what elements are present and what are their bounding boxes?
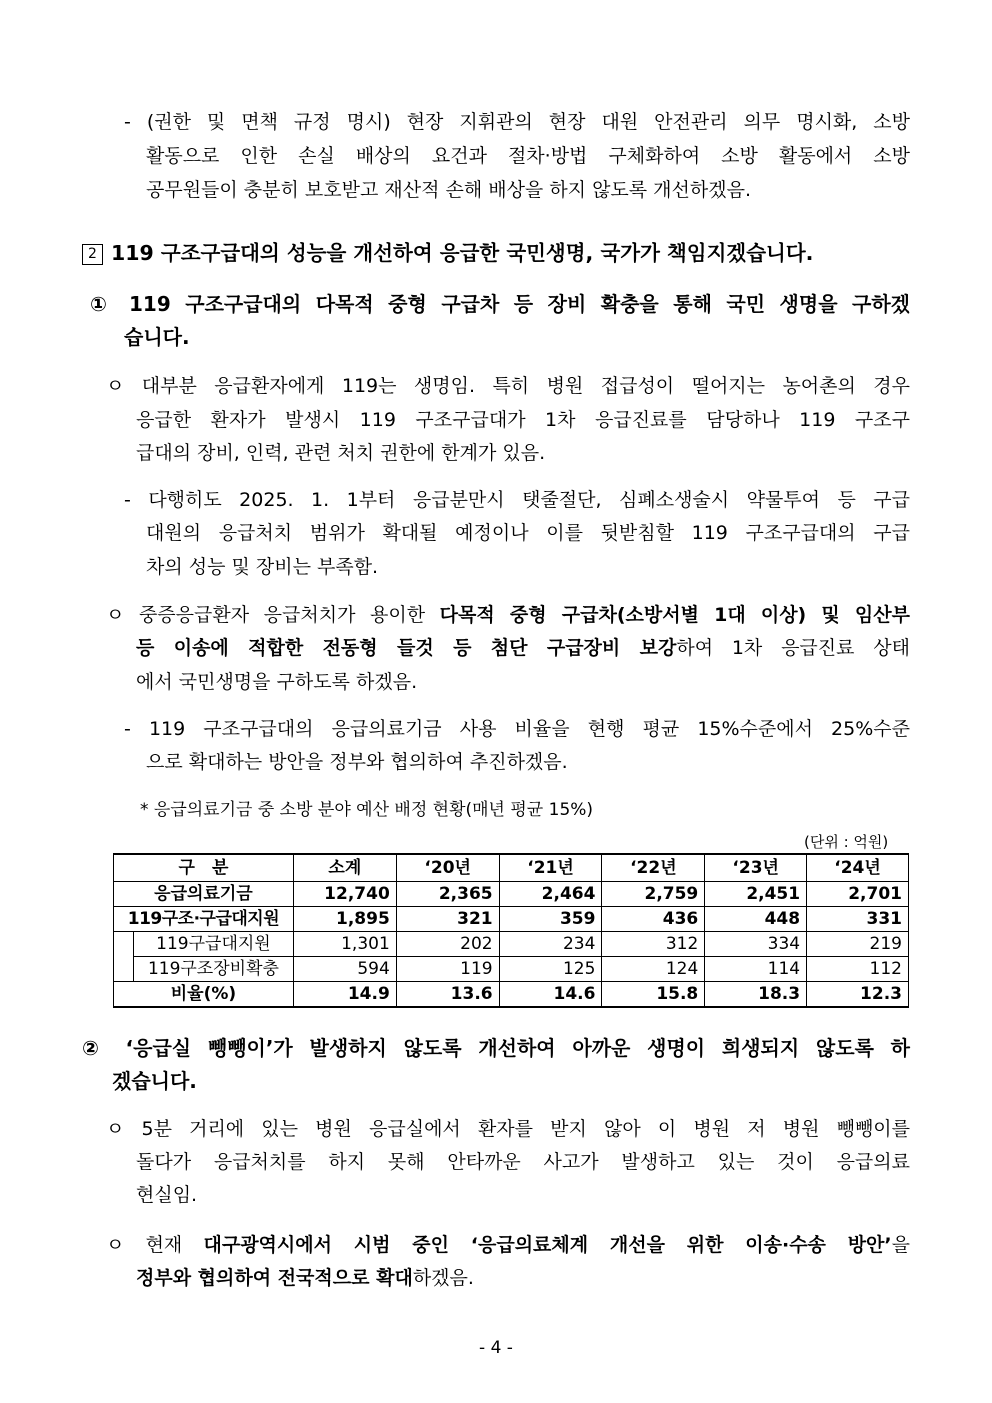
- table-cell: 2,365: [396, 882, 499, 907]
- table-cell: 12.3: [807, 982, 909, 1008]
- table-cell: 594: [293, 957, 396, 982]
- table-row: [114, 907, 909, 932]
- table-cell: 1,895: [293, 907, 396, 932]
- header-category: 구 분: [114, 854, 294, 882]
- intro-dash-line-3: 공무원들이 충분히 보호받고 재산적 손해 배상을 하지 않도록 개선하겠음.: [146, 179, 751, 201]
- table-cell: 1,301: [293, 932, 396, 957]
- table-cell: 436: [602, 907, 705, 932]
- subheading-1-line-2: 습니다.: [124, 325, 190, 349]
- table-cell: 312: [602, 932, 705, 957]
- header-year: ‘22년: [602, 854, 705, 882]
- dash-1-line-2: 대원의 응급처치 범위가 확대될 예정이나 이를 뒷받침할 119 구조구급대의 구급: [146, 522, 910, 544]
- table-cell: 12,740: [293, 882, 396, 907]
- bullet-2-text: ㅇ 중증응급환자 응급처치가 용이한: [106, 604, 440, 626]
- row-label: 119구급대지원: [133, 932, 293, 957]
- subheading-1-line-1: ① 119 구조구급대의 다목적 중형 구급차 등 장비 확충을 통해 국민 생명을 구하겠: [90, 292, 910, 316]
- header-year: ‘20년: [396, 854, 499, 882]
- table-cell: 2,464: [499, 882, 602, 907]
- table-cell: 114: [705, 957, 807, 982]
- table-row: [114, 982, 909, 1008]
- table-cell: 15.8: [602, 982, 705, 1008]
- unit-label: (단위 : 억원): [804, 833, 889, 851]
- table-cell: 125: [499, 957, 602, 982]
- row-label: 비율(%): [114, 982, 294, 1008]
- dash-2-line-1: - 119 구조구급대의 응급의료기금 사용 비율을 현행 평균 15%수준에서 25%수준: [124, 718, 910, 740]
- row-label: 119구조·구급대지원: [114, 907, 294, 932]
- bullet-4-line-2: [136, 1266, 474, 1290]
- intro-dash-line-2: 활동으로 인한 손실 배상의 요건과 절차·방법 구체화하여 소방 활동에서 소방: [146, 145, 910, 167]
- bullet-3-line-1: ㅇ 5분 거리에 있는 병원 응급실에서 환자를 받지 않아 이 병원 저 병원 뺑뺑이를: [106, 1118, 910, 1140]
- table-cell: 219: [807, 932, 909, 957]
- table-cell: 321: [396, 907, 499, 932]
- table-cell: 448: [705, 907, 807, 932]
- section-2-title: 119 구조구급대의 성능을 개선하여 응급한 국민생명, 국가가 책임지겠습니다.: [111, 241, 814, 265]
- table-row: [114, 957, 909, 982]
- bullet-4-text-2: 하겠음.: [412, 1267, 474, 1289]
- table-cell: 2,451: [705, 882, 807, 907]
- table-cell: 202: [396, 932, 499, 957]
- bullet-2-text-2: 하여 1차 응급진료 상태: [676, 637, 910, 659]
- dash-2-line-2: 으로 확대하는 방안을 정부와 협의하여 추진하겠음.: [146, 751, 568, 773]
- budget-table: [113, 853, 909, 1008]
- subheading-2-line-1: ② ‘응급실 뺑뺑이’가 발생하지 않도록 개선하여 아까운 생명이 희생되지 않도록 하: [82, 1036, 910, 1060]
- table-cell: 2,759: [602, 882, 705, 907]
- table-cell: 334: [705, 932, 807, 957]
- bullet-3-line-2: 돌다가 응급처치를 하지 못해 안타까운 사고가 발생하고 있는 것이 응급의료: [136, 1151, 910, 1173]
- table-header-row: [114, 854, 909, 882]
- bullet-1-line-2: 응급한 환자가 발생시 119 구조구급대가 1차 응급진료를 담당하나 119 구조구: [136, 409, 910, 431]
- header-year: ‘21년: [499, 854, 602, 882]
- table-cell: 14.9: [293, 982, 396, 1008]
- bullet-2-line-2: [136, 636, 910, 660]
- bullet-1-line-3: 급대의 장비, 인력, 관련 처치 권한에 한계가 있음.: [136, 442, 546, 464]
- table-cell: 2,701: [807, 882, 909, 907]
- table-cell: 14.6: [499, 982, 602, 1008]
- header-subtotal: 소계: [293, 854, 396, 882]
- table-cell: 119: [396, 957, 499, 982]
- bullet-2-line-1: [106, 603, 910, 627]
- intro-dash-line-1: - (권한 및 면책 규정 명시) 현장 지휘관의 현장 대원 안전관리 의무 명시화, 소방: [124, 111, 910, 133]
- bullet-2-bold: 다목적 중형 구급차(소방서별 1대 이상) 및 임산부: [439, 604, 910, 626]
- table-cell: 124: [602, 957, 705, 982]
- table-cell: 234: [499, 932, 602, 957]
- bullet-4-bold-2: 정부와 협의하여 전국적으로 확대: [136, 1267, 413, 1289]
- table-row: [114, 932, 909, 957]
- bullet-2-bold-2: 등 이송에 적합한 전동형 들것 등 첨단 구급장비 보강: [136, 637, 677, 659]
- subheading-2-line-2: 겠습니다.: [112, 1069, 197, 1093]
- bullet-4-line-1: [106, 1233, 910, 1257]
- bullet-3-line-3: 현실임.: [136, 1184, 198, 1206]
- bullet-4-text: ㅇ 현재: [106, 1234, 204, 1256]
- bullet-1-line-1: ㅇ 대부분 응급환자에게 119는 생명임. 특히 병원 접급성이 떨어지는 농어촌의 경우: [106, 375, 910, 397]
- table-cell: 359: [499, 907, 602, 932]
- header-year: ‘24년: [807, 854, 909, 882]
- dash-1-line-1: - 다행히도 2025. 1. 1부터 응급분만시 탯줄절단, 심폐소생술시 약물투여 등 구급: [124, 489, 910, 511]
- section-number-box: 2: [82, 244, 103, 265]
- dash-1-line-3: 차의 성능 및 장비는 부족함.: [146, 556, 379, 578]
- table-cell: 13.6: [396, 982, 499, 1008]
- bullet-4-text-end: 을: [891, 1234, 910, 1256]
- section-2-heading: [82, 241, 813, 265]
- page-number: - 4 -: [479, 1338, 513, 1358]
- table-cell: 331: [807, 907, 909, 932]
- table-cell: 18.3: [705, 982, 807, 1008]
- bullet-4-bold: 대구광역시에서 시범 중인 ‘응급의료체계 개선을 위한 이송·수송 방안’: [203, 1234, 892, 1256]
- table-cell: 112: [807, 957, 909, 982]
- budget-note: * 응급의료기금 중 소방 분야 예산 배정 현황(매년 평균 15%): [140, 800, 594, 820]
- row-label: 119구조장비확충: [133, 957, 293, 982]
- row-label: 응급의료기금: [114, 882, 294, 907]
- bullet-2-line-3: 에서 국민생명을 구하도록 하겠음.: [136, 671, 418, 693]
- table-row: [114, 882, 909, 907]
- indent-spacer: [114, 932, 134, 982]
- header-year: ‘23년: [705, 854, 807, 882]
